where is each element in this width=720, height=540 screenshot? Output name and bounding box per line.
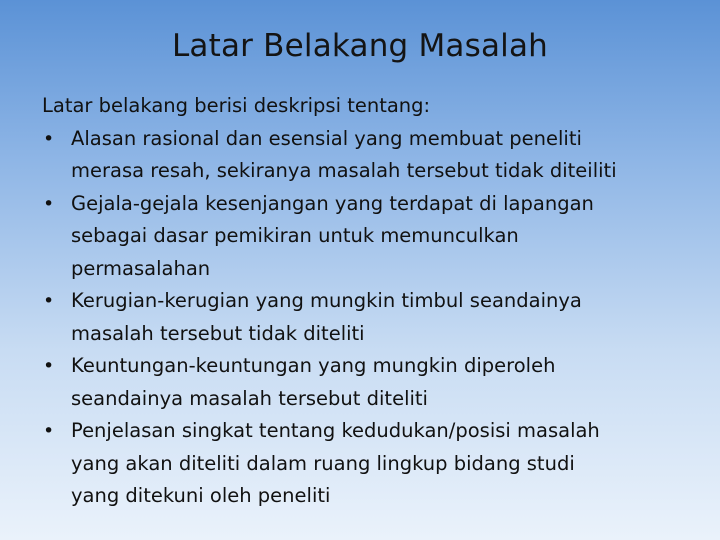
bullet-icon: • bbox=[43, 420, 55, 442]
bullet-item bbox=[42, 350, 692, 415]
bullet-item bbox=[42, 188, 692, 286]
bullet-line: Keuntungan-keuntungan yang mungkin diperoleh bbox=[71, 354, 556, 377]
bullet-icon: • bbox=[43, 290, 55, 312]
intro-text: Latar belakang berisi deskripsi tentang: bbox=[42, 94, 431, 117]
bullet-line: Alasan rasional dan esensial yang membuat peneliti bbox=[71, 126, 582, 150]
bullet-line: permasalahan bbox=[71, 256, 211, 280]
bullet-icon: • bbox=[43, 192, 55, 215]
bullet-icon: • bbox=[43, 127, 55, 150]
bullet-list bbox=[42, 123, 692, 513]
slide-title: Latar Belakang Masalah bbox=[171, 28, 549, 64]
bullet-icon: • bbox=[43, 355, 55, 377]
bullet-line: yang akan diteliti dalam ruang lingkup bidang studi bbox=[71, 451, 575, 475]
bullet-line: seandainya masalah tersebut diteliti bbox=[71, 386, 428, 410]
bullet-line: sebagai dasar pemikiran untuk memunculkan bbox=[71, 224, 519, 247]
bullet-line: Gejala-gejala kesenjangan yang terdapat di lapangan bbox=[71, 191, 594, 215]
bullet-item bbox=[42, 415, 692, 513]
bullet-line: yang ditekuni oleh peneliti bbox=[71, 484, 331, 507]
bullet-item bbox=[42, 285, 692, 350]
slide-body bbox=[42, 90, 692, 513]
bullet-line: masalah tersebut tidak diteliti bbox=[71, 321, 365, 345]
bullet-line: merasa resah, sekiranya masalah tersebut tidak diteiliti bbox=[71, 159, 617, 182]
bullet-line: Penjelasan singkat tentang kedudukan/posisi masalah bbox=[71, 419, 600, 442]
bullet-item bbox=[42, 123, 692, 188]
bullet-line: Kerugian-kerugian yang mungkin timbul seandainya bbox=[71, 289, 582, 312]
